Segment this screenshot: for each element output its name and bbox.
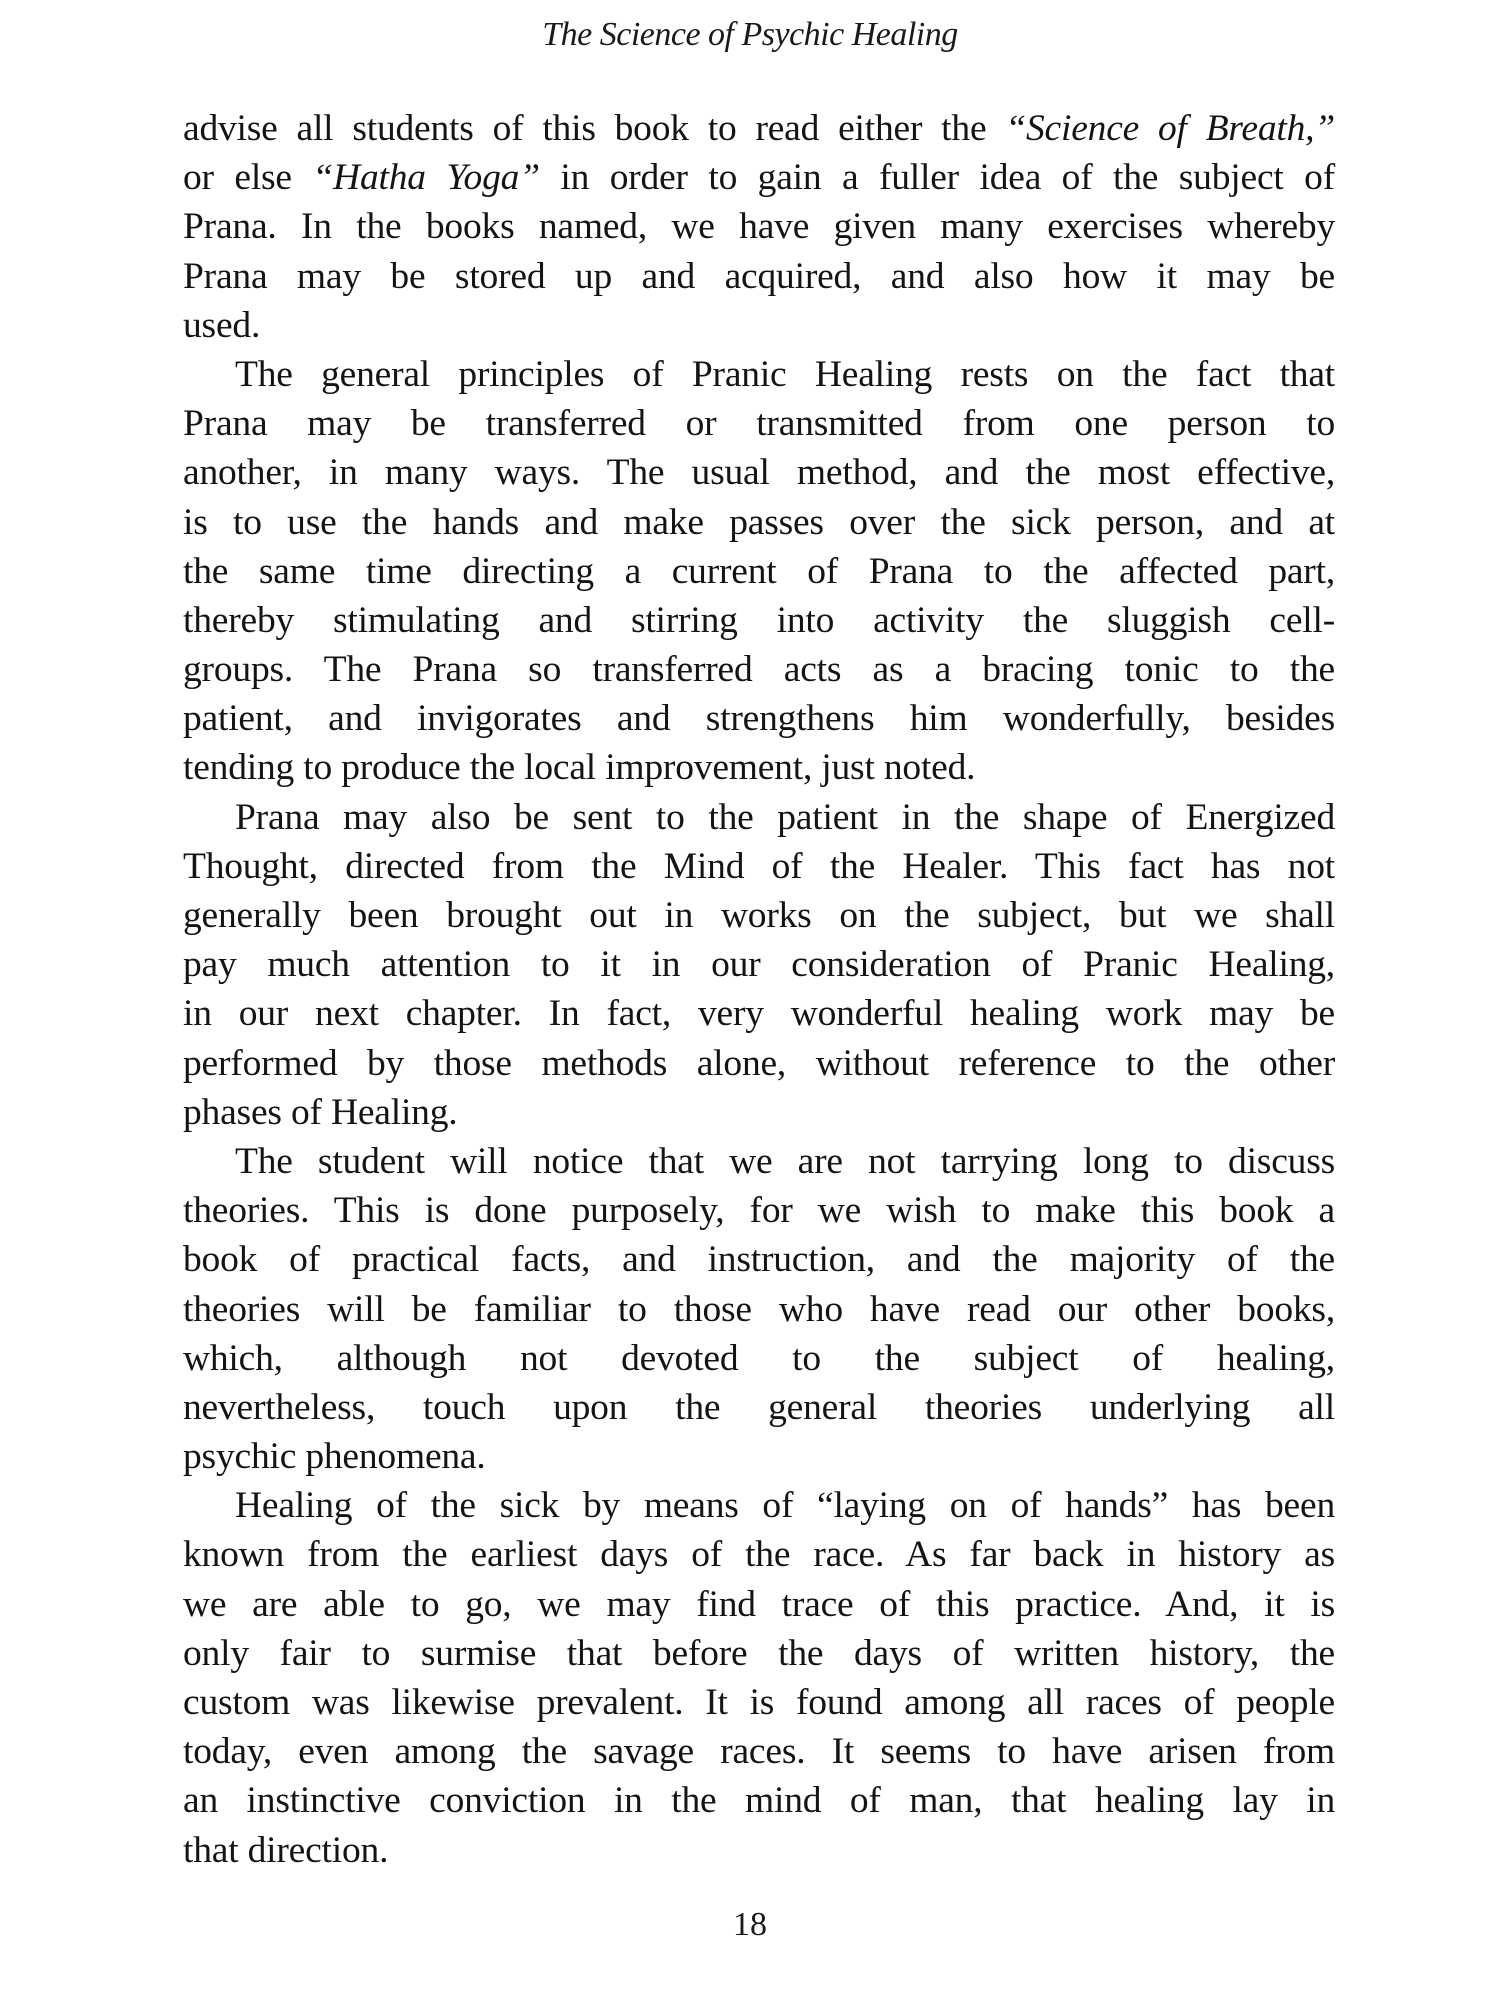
text-line: psychic phenomena. (183, 1436, 486, 1478)
text-line: that direction. (183, 1829, 389, 1871)
paragraph (183, 104, 1335, 350)
page-number: 18 (733, 1906, 767, 1943)
text-line: only fair to surmise that before the days of written history, the (183, 1632, 1335, 1674)
text-line: Thought, directed from the Mind of the Healer. This fact has not (183, 845, 1335, 887)
text-line: nevertheless, touch upon the general theories underlying all (183, 1386, 1335, 1428)
text-line: Prana may be transferred or transmitted from one person to (183, 403, 1335, 445)
text-line: the same time directing a current of Prana to the affected part, (183, 550, 1335, 592)
text-line: theories. This is done purposely, for we wish to make this book a (183, 1190, 1335, 1232)
text-line: theories will be familiar to those who have read our other books, (183, 1288, 1335, 1330)
text-line: an instinctive conviction in the mind of man, that healing lay in (183, 1780, 1335, 1822)
text-line: thereby stimulating and stirring into activity the sluggish cell- (183, 599, 1335, 641)
text-line: used. (183, 304, 261, 346)
text-line: patient, and invigorates and strengthens him wonderfully, besides (183, 698, 1335, 740)
text-line: The student will notice that we are not tarrying long to discuss (235, 1140, 1335, 1182)
paragraph (183, 1137, 1335, 1481)
text-line: Prana. In the books named, we have given many exercises whereby (183, 206, 1335, 248)
text-line: Prana may be stored up and acquired, and also how it may be (183, 255, 1335, 297)
text-line: which, although not devoted to the subject of healing, (183, 1337, 1335, 1379)
text-line: Prana may also be sent to the patient in the shape of Energized (235, 796, 1335, 838)
text-line: today, even among the savage races. It seems to have arisen from (183, 1731, 1335, 1773)
text-line: The general principles of Pranic Healing rests on the fact that (235, 353, 1335, 395)
text-line: in our next chapter. In fact, very wonderful healing work may be (183, 993, 1335, 1035)
text-line: pay much attention to it in our consideration of Pranic Healing, (183, 944, 1335, 986)
text-line: we are able to go, we may find trace of this practice. And, it is (183, 1583, 1335, 1625)
paragraph (183, 793, 1335, 1137)
book-title-italic: “Hatha Yoga” (312, 157, 540, 199)
paragraph (183, 1481, 1335, 1875)
text-line: generally been brought out in works on the subject, but we shall (183, 895, 1335, 936)
text-line: another, in many ways. The usual method, and the most effective, (183, 452, 1335, 494)
text-line: Healing of the sick by means of “laying on of hands” has been (235, 1485, 1335, 1527)
text-line: is to use the hands and make passes over the sick person, and at (183, 501, 1335, 543)
text-line: performed by those methods alone, without reference to the other (183, 1042, 1335, 1084)
book-title-italic: “Science of Breath,” (1005, 108, 1335, 149)
text-line: advise all students of this book to read either the “Science of Breath,” (183, 108, 1335, 149)
text-line: groups. The Prana so transferred acts as a bracing tonic to the (183, 649, 1335, 691)
paragraph (183, 350, 1335, 793)
text-line: or else “Hatha Yoga” in order to gain a fuller idea of the subject of (183, 157, 1335, 199)
text-line: book of practical facts, and instruction, and the majority of the (183, 1239, 1335, 1281)
text-line: tending to produce the local improvement, just noted. (183, 747, 976, 789)
text-line: custom was likewise prevalent. It is found among all races of people (183, 1682, 1335, 1723)
body-text (183, 104, 1335, 1875)
text-line: phases of Healing. (183, 1091, 458, 1133)
text-line: known from the earliest days of the race. As far back in history as (183, 1534, 1335, 1576)
running-head-title: The Science of Psychic Healing (542, 16, 958, 53)
